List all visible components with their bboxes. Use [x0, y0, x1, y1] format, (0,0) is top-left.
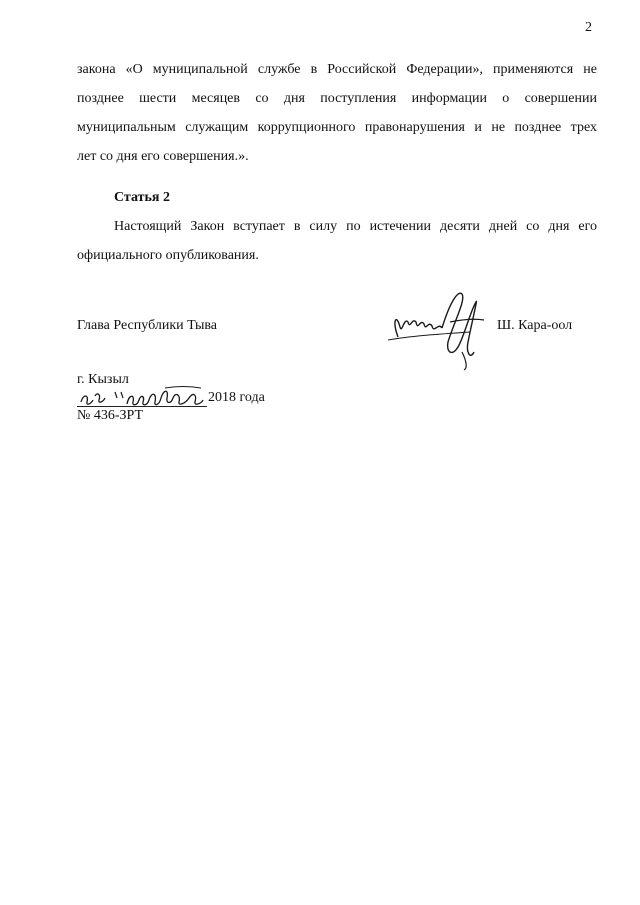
signing-date — [77, 390, 277, 410]
handwritten-signature — [380, 282, 490, 372]
text-line: муниципальным служащим коррупционного правонарушения и не позднее трех — [77, 120, 597, 135]
signatory-title: Глава Республики Тыва — [77, 318, 218, 333]
date-underline — [77, 406, 207, 407]
text-line: Настоящий Закон вступает в силу по истечении десяти дней со дня его — [114, 219, 597, 234]
article-body — [77, 212, 597, 270]
text-line: позднее шести месяцев со дня поступления информации о совершении — [77, 91, 597, 106]
text-line: закона «О муниципальной службе в Российской Федерации», применяются не — [77, 62, 597, 77]
law-number: № 436-ЗРТ — [77, 408, 144, 423]
paragraph-amendment-end — [77, 55, 597, 171]
date-year: 2018 года — [208, 390, 265, 405]
article-heading: Статья 2 — [114, 190, 170, 205]
city-label: г. Кызыл — [77, 372, 129, 387]
text-line: лет со дня его совершения.». — [77, 149, 249, 164]
text-line: официального опубликования. — [77, 248, 259, 263]
signatory-name: Ш. Кара-оол — [497, 318, 573, 333]
page-number: 2 — [585, 20, 592, 35]
